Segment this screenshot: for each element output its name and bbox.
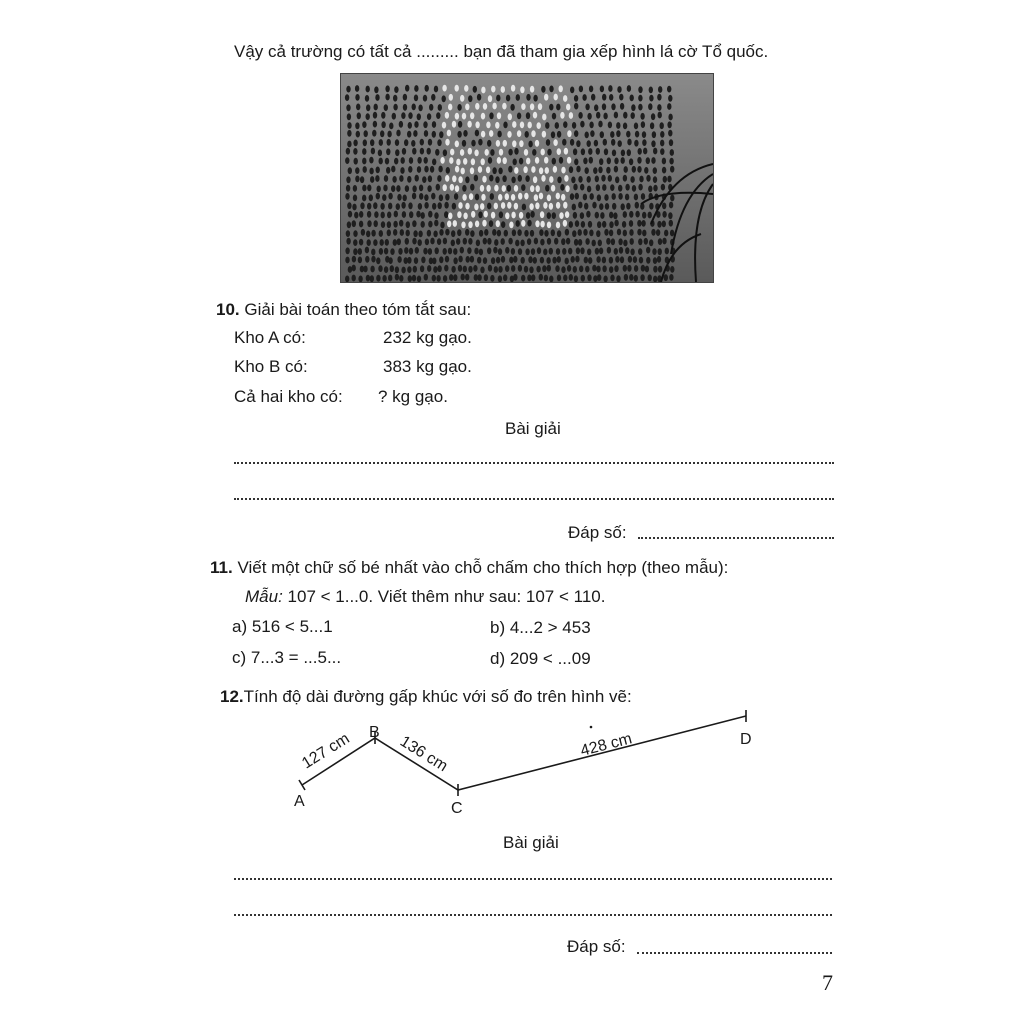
point-label-c: C xyxy=(451,800,463,817)
summary-label-total: Cả hai kho có: xyxy=(234,387,343,406)
solution-heading-10: Bài giải xyxy=(505,419,561,438)
problem-12-prompt: Tính độ dài đường gấp khúc với số đo trên hình vẽ: xyxy=(243,687,632,706)
example-label: Mẫu: xyxy=(245,587,283,606)
tick-a xyxy=(299,780,305,790)
example-text: 107 < 1...0. Viết thêm như sau: 107 < 110. xyxy=(287,587,606,606)
answer-label-10: Đáp số: xyxy=(568,523,627,542)
item-d: d) 209 < ...09 xyxy=(490,649,591,668)
solution-heading-12: Bài giải xyxy=(503,833,559,852)
segment-label-cd: 428 cm xyxy=(578,730,634,760)
problem-10-number: 10. xyxy=(216,300,240,319)
point-label-d: D xyxy=(740,731,752,748)
stray-dot xyxy=(590,726,593,729)
page-number: 7 xyxy=(822,970,833,995)
item-a: a) 516 < 5...1 xyxy=(232,617,333,636)
problem-11-number: 11. xyxy=(210,558,233,577)
summary-value-b: 383 kg gạo. xyxy=(383,357,472,376)
segment-label-ab: 127 cm xyxy=(299,730,353,773)
summary-label-b: Kho B có: xyxy=(234,357,308,376)
answer-field-12[interactable] xyxy=(637,952,832,954)
problem-12-number: 12. xyxy=(220,687,244,706)
intro-line: Vậy cả trường có tất cả ......... bạn đã tham gia xếp hình lá cờ Tổ quốc. xyxy=(234,42,769,61)
answer-line-12-1[interactable] xyxy=(234,878,832,880)
segment-label-bc: 136 cm xyxy=(396,732,451,776)
problem-11-prompt: Viết một chữ số bé nhất vào chỗ chấm cho thích hợp (theo mẫu): xyxy=(237,558,729,577)
summary-label-a: Kho A có: xyxy=(234,328,306,347)
item-b: b) 4...2 > 453 xyxy=(490,618,591,637)
summary-value-total: ? kg gạo. xyxy=(378,387,448,406)
item-c: c) 7...3 = ...5... xyxy=(232,648,342,667)
answer-label-12: Đáp số: xyxy=(567,937,626,956)
point-label-a: A xyxy=(294,793,305,810)
answer-line-12-2[interactable] xyxy=(234,914,832,916)
summary-value-a: 232 kg gạo. xyxy=(383,328,472,347)
point-label-b: B xyxy=(369,724,380,741)
problem-10-prompt: Giải bài toán theo tóm tắt sau: xyxy=(244,300,472,319)
